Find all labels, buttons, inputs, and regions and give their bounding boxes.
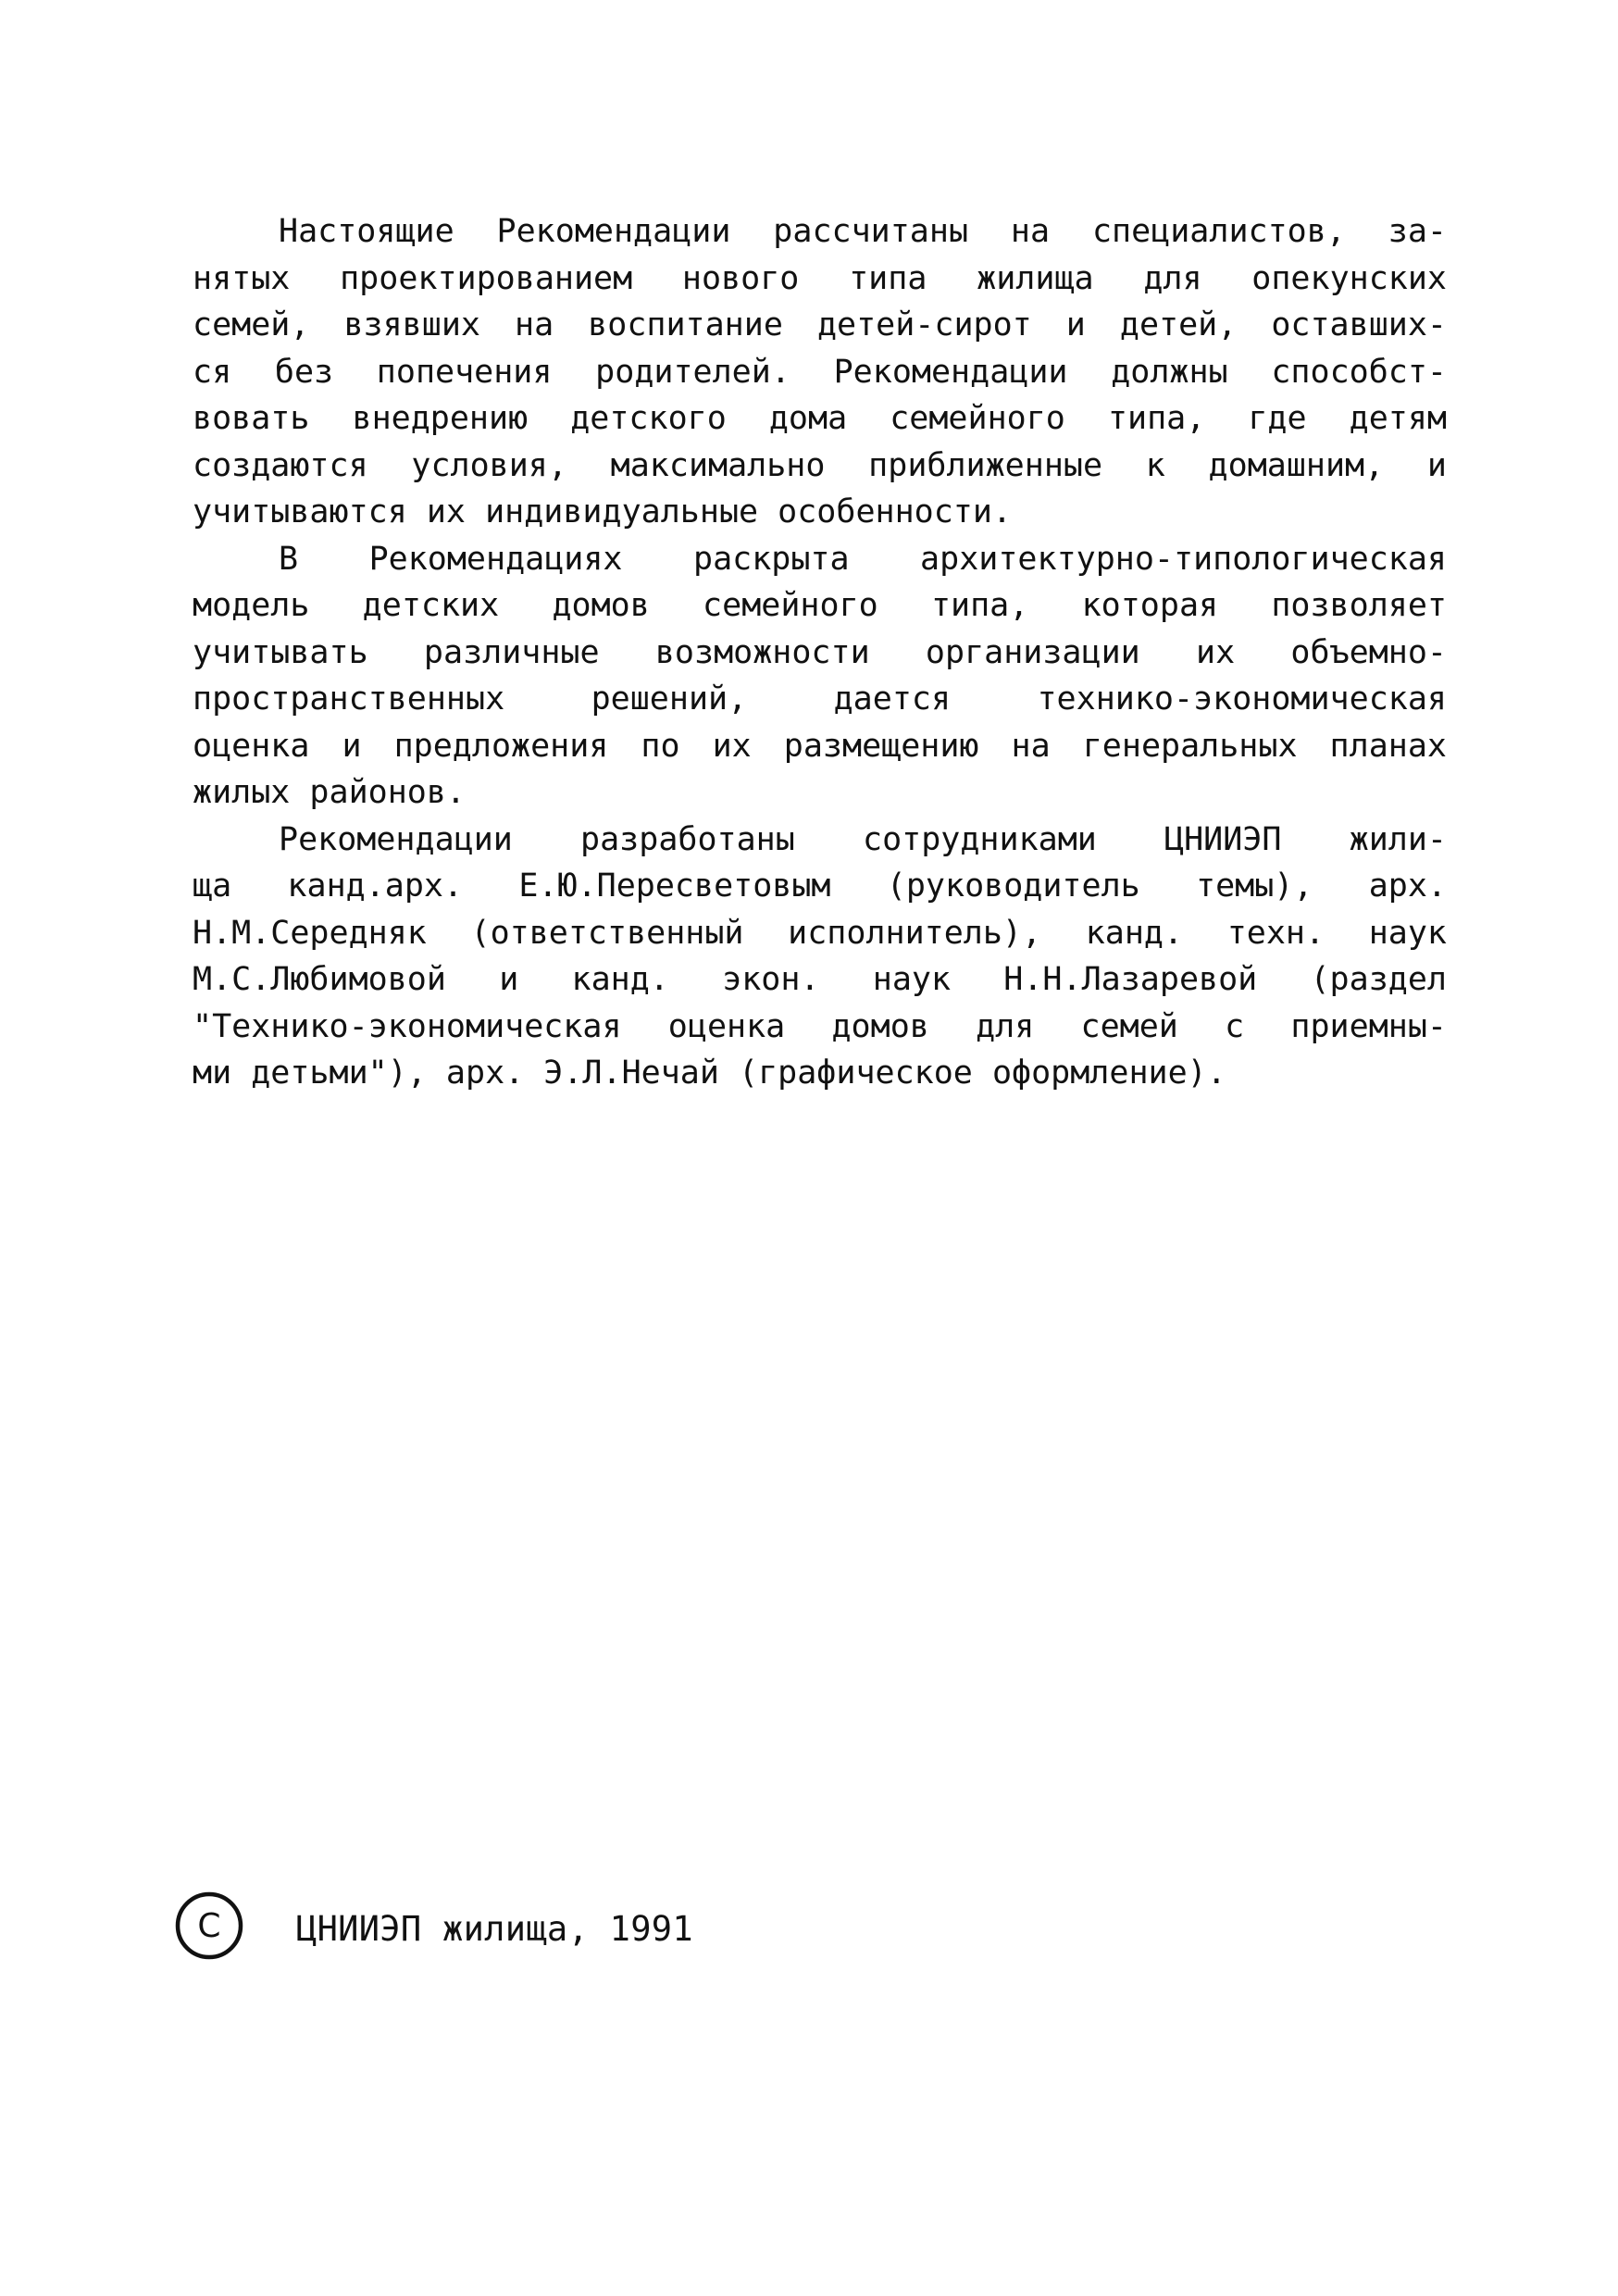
text-line: ся без попечения родителей. Рекомендации должны способст-: [193, 353, 1447, 391]
text-line: оценка и предложения по их размещению на генеральных планах: [193, 727, 1447, 765]
text-line: модель детских домов семейного типа, которая позволяет: [193, 587, 1447, 624]
body-text: [193, 208, 1447, 1097]
text-line: "Технико-экономическая оценка домов для семей с приемны-: [193, 1007, 1447, 1045]
text-line: Рекомендации разработаны сотрудниками ЦНИИЭП жили-: [279, 820, 1447, 858]
text-line: жилых районов.: [193, 774, 467, 811]
text-line: учитываются их индивидуальные особенности.: [193, 493, 1013, 530]
text-line: ми детьми"), арх. Э.Л.Нечай (графическое оформление).: [193, 1054, 1226, 1092]
text-line: М.С.Любимовой и канд. экон. наук Н.Н.Лазаревой (раздел: [193, 961, 1447, 998]
text-line: вовать внедрению детского дома семейного типа, где детям: [193, 400, 1447, 437]
text-line: учитывать различные возможности организации их объемно-: [193, 633, 1447, 671]
text-line: нятых проектированием нового типа жилища для опекунских: [193, 259, 1447, 297]
text-line: Н.М.Середняк (ответственный исполнитель), канд. техн. наук: [193, 914, 1447, 952]
copyright-icon: [172, 1889, 246, 1963]
text-line: ща канд.арх. Е.Ю.Пересветовым (руководитель темы), арх.: [193, 867, 1447, 905]
text-line: семей, взявших на воспитание детей-сирот и детей, оставших-: [193, 306, 1447, 343]
copyright-symbol: C: [197, 1907, 221, 1945]
text-line: Настоящие Рекомендации рассчитаны на специалистов, за-: [279, 213, 1447, 250]
text-line: В Рекомендациях раскрыта архитектурно-типологическая: [279, 540, 1447, 578]
copyright-text: ЦНИИЭП жилища, 1991: [296, 1908, 693, 1949]
text-line: пространственных решений, дается технико-экономическая: [193, 680, 1447, 718]
text-line: создаются условия, максимально приближенные к домашним, и: [193, 446, 1447, 484]
copyright-notice: [172, 1896, 693, 1961]
